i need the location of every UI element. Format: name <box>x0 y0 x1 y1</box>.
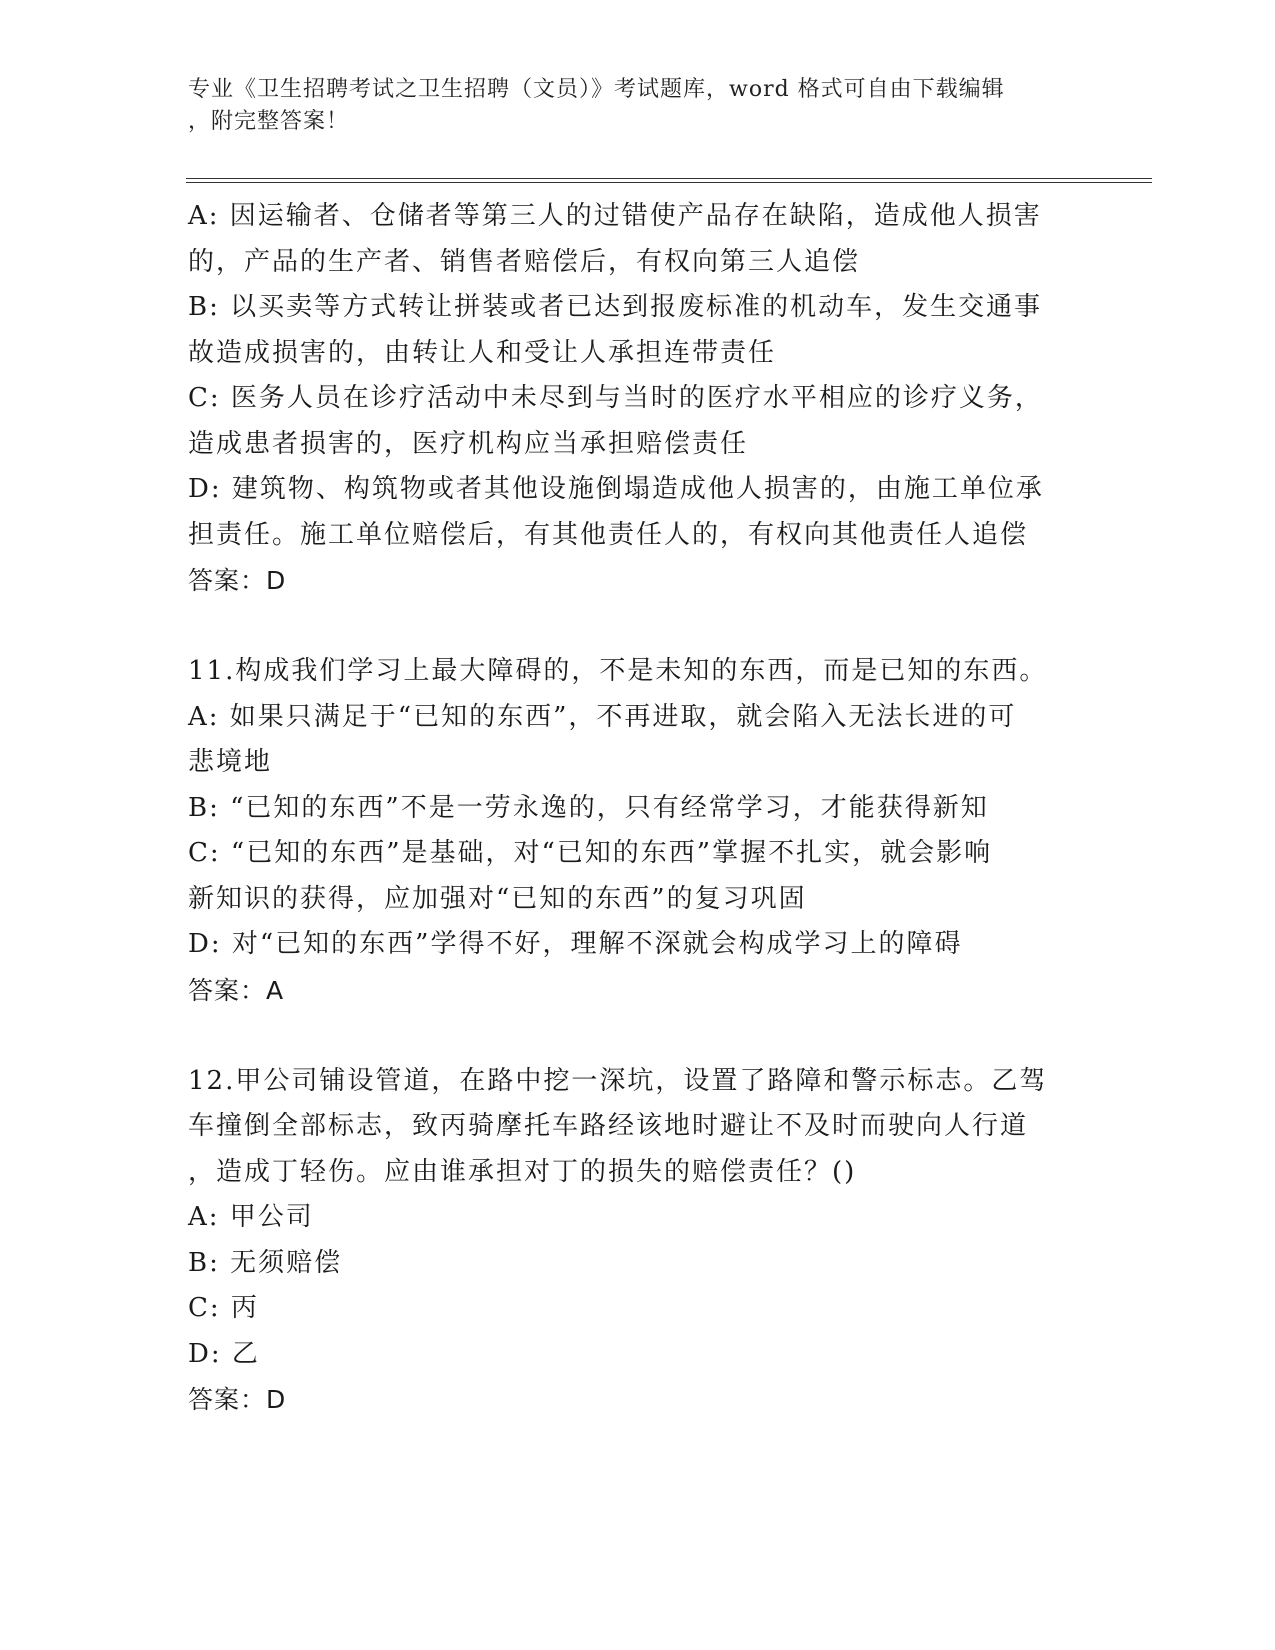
option-c: C: 丙 <box>188 1293 259 1323</box>
answer: 答案：D <box>188 1385 287 1414</box>
option-d-line-2: 担责任。施工单位赔偿后，有其他责任人的，有权向其他责任人追偿 <box>188 519 1029 550</box>
option-b-line-2: 故造成损害的，由转让人和受让人承担连带责任 <box>188 337 777 368</box>
header-line-1: 专业《卫生招聘考试之卫生招聘（文员）》考试题库，word 格式可自由下载编辑 <box>188 77 1005 102</box>
document-header <box>188 74 1068 138</box>
option-d-line-1: D: 对“已知的东西”学得不好，理解不深就会构成学习上的障碍 <box>188 929 963 959</box>
header-divider-top <box>186 178 1152 179</box>
question-12 <box>188 1059 1088 1423</box>
answer: 答案：D <box>188 566 287 595</box>
spacer <box>188 604 1088 650</box>
option-c-line-2: 造成患者损害的，医疗机构应当承担赔偿责任 <box>188 428 749 459</box>
option-a-line-1: A: 如果只满足于“已知的东西”，不再进取，就会陷入无法长进的可 <box>188 701 1017 732</box>
question-stem-line-3: ，造成丁轻伤。应由谁承担对丁的损失的赔偿责任？() <box>188 1156 857 1187</box>
option-a-line-2: 的，产品的生产者、销售者赔偿后，有权向第三人追偿 <box>188 246 861 277</box>
option-a: A: 甲公司 <box>188 1202 314 1232</box>
option-c-line-1: C: 医务人员在诊疗活动中未尽到与当时的医疗水平相应的诊疗义务， <box>188 383 1043 413</box>
question-content <box>188 194 1088 1423</box>
answer: 答案：A <box>188 975 285 1005</box>
question-stem-line-1: 12.甲公司铺设管道，在路中挖一深坑，设置了路障和警示标志。乙驾 <box>188 1065 1048 1096</box>
question-stem-line-2: 车撞倒全部标志，致丙骑摩托车路经该地时避让不及时而驶向人行道 <box>188 1111 1029 1141</box>
option-b-line-1: B: “已知的东西”不是一劳永逸的，只有经常学习，才能获得新知 <box>188 792 989 823</box>
header-divider-bottom <box>186 182 1152 183</box>
header-line-2: ，附完整答案！ <box>188 109 350 134</box>
option-d: D: 乙 <box>188 1338 260 1369</box>
spacer <box>188 1013 1088 1059</box>
question-11 <box>188 649 1088 1013</box>
question-stem: 11.构成我们学习上最大障碍的，不是未知的东西，而是已知的东西。 <box>188 656 1048 686</box>
option-a-line-2: 悲境地 <box>188 747 273 777</box>
option-b: B: 无须赔偿 <box>188 1247 343 1278</box>
option-b-line-1: B: 以买卖等方式转让拼装或者已达到报废标准的机动车，发生交通事 <box>188 292 1043 322</box>
option-d-line-1: D: 建筑物、构筑物或者其他设施倒塌造成他人损害的，由施工单位承 <box>188 474 1044 504</box>
option-a-line-1: A: 因运输者、仓储者等第三人的过错使产品存在缺陷，造成他人损害 <box>188 201 1042 231</box>
option-c-line-1: C: “已知的东西”是基础，对“已知的东西”掌握不扎实，就会影响 <box>188 838 993 868</box>
option-c-line-2: 新知识的获得，应加强对“已知的东西”的复习巩固 <box>188 883 807 914</box>
question-10 <box>188 194 1088 604</box>
